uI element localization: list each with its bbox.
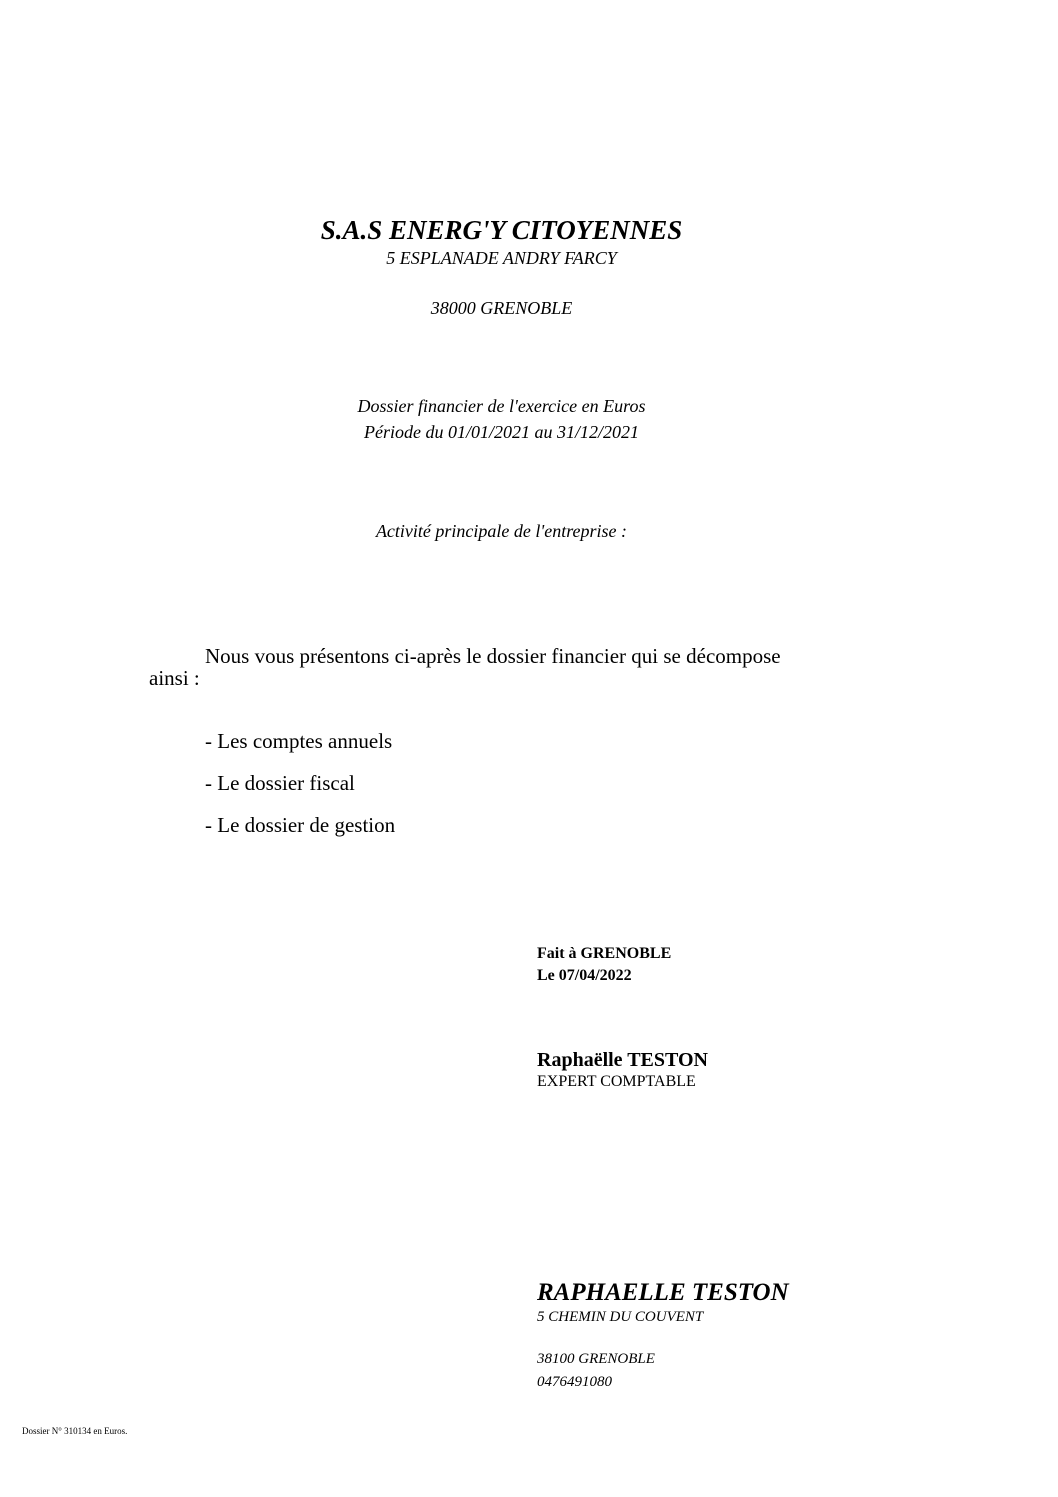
dossier-period: Période du 01/01/2021 au 31/12/2021 xyxy=(364,422,639,442)
intro-text-line-1: Nous vous présentons ci-après le dossier financier qui se décompose xyxy=(205,644,781,668)
company-city: 38000 GRENOBLE xyxy=(430,298,573,318)
signer-name: Raphaëlle TESTON xyxy=(537,1049,708,1071)
signature-place: Fait à GRENOBLE xyxy=(537,945,672,962)
list-item-comptes-annuels: - Les comptes annuels xyxy=(205,729,393,753)
company-address: 5 ESPLANADE ANDRY FARCY xyxy=(386,248,617,268)
list-item-dossier-gestion: - Le dossier de gestion xyxy=(205,813,396,837)
intro-text-line-2: ainsi : xyxy=(149,666,200,690)
list-item-dossier-fiscal: - Le dossier fiscal xyxy=(205,771,355,795)
firm-city: 38100 GRENOBLE xyxy=(537,1351,655,1367)
activity-label: Activité principale de l'entreprise : xyxy=(375,521,628,541)
firm-phone: 0476491080 xyxy=(537,1374,612,1390)
firm-address: 5 CHEMIN DU COUVENT xyxy=(537,1309,704,1325)
signature-date: Le 07/04/2022 xyxy=(537,967,632,984)
firm-name: RAPHAELLE TESTON xyxy=(537,1279,789,1306)
signer-title: EXPERT COMPTABLE xyxy=(537,1073,696,1090)
company-name: S.A.S ENERG'Y CITOYENNES xyxy=(320,215,683,245)
dossier-title: Dossier financier de l'exercice en Euros xyxy=(357,396,646,416)
footer-reference: Dossier N° 310134 en Euros. xyxy=(22,1426,128,1436)
